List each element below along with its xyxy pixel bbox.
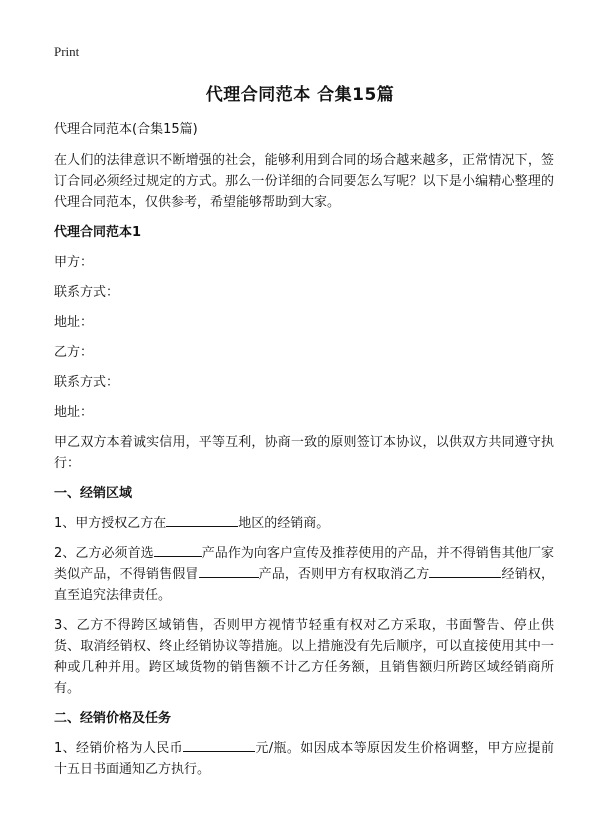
section1-clause2 <box>54 543 554 606</box>
section2-heading: 二、经销价格及任务 <box>54 711 172 726</box>
document-title: 代理合同范本 合集15篇 <box>205 85 395 105</box>
sample-heading: 代理合同范本1 <box>54 225 142 240</box>
clause-text: 产品作为向客户宣传及推荐使用的产品，并不得销售其他厂家类似产品，不得销售假冒 <box>54 546 554 582</box>
fill-blank <box>166 513 238 527</box>
document-subtitle: 代理合同范本(合集15篇) <box>54 122 198 137</box>
clause-text: 2、乙方必须首选 <box>54 546 154 561</box>
clause-text: 1、甲方授权乙方在 <box>54 516 167 531</box>
print-link[interactable]: Print <box>54 44 80 59</box>
intro-paragraph: 在人们的法律意识不断增强的社会，能够利用到合同的场合越来越多，正常情况下，签订合同必须经过规定的方式。那么一份详细的合同要怎么写呢？以下是小编精心整理的代理合同范本，仅供参考，希望能够帮助到大家。 <box>54 153 554 210</box>
fill-blank <box>183 738 255 752</box>
party-b-contact-field: 联系方式： <box>54 375 120 390</box>
party-a-contact-field: 联系方式： <box>54 285 120 300</box>
section1-clause1 <box>54 513 554 534</box>
clause-text: 地区的经销商。 <box>238 516 330 531</box>
clause-text: 产品，否则甲方有权取消乙方 <box>258 567 430 582</box>
section1-heading: 一、经销区域 <box>54 486 133 501</box>
fill-blank <box>154 543 202 557</box>
clause-text: 元/瓶。如因成本等原因发生价格调整，甲方应提前十五日书面通知乙方执行。 <box>54 741 554 777</box>
party-a-address-field: 地址： <box>54 315 94 330</box>
party-b-address-field: 地址： <box>54 405 94 420</box>
section2-clause1 <box>54 738 554 780</box>
clause-text: 经销权，直至追究法律责任。 <box>54 567 554 603</box>
fill-blank <box>199 564 259 578</box>
fill-blank <box>429 564 501 578</box>
party-a-field: 甲方： <box>54 255 94 270</box>
clause-text: 1、经销价格为人民币 <box>54 741 184 756</box>
document-body <box>54 119 554 789</box>
party-b-field: 乙方： <box>54 345 94 360</box>
agreement-paragraph: 甲乙双方本着诚实信用，平等互利，协商一致的原则签订本协议，以供双方共同遵守执行： <box>54 435 554 471</box>
section1-clause3: 3、乙方不得跨区域销售，否则甲方视情节轻重有权对乙方采取，书面警告、停止供货、取消经销权、终止经销协议等措施。以上措施没有先后顺序，可以直接使用其中一种或几种并用。跨区域货物的销售额不计乙方任务额，且销售额归所跨区域经销商所有。 <box>54 618 554 696</box>
